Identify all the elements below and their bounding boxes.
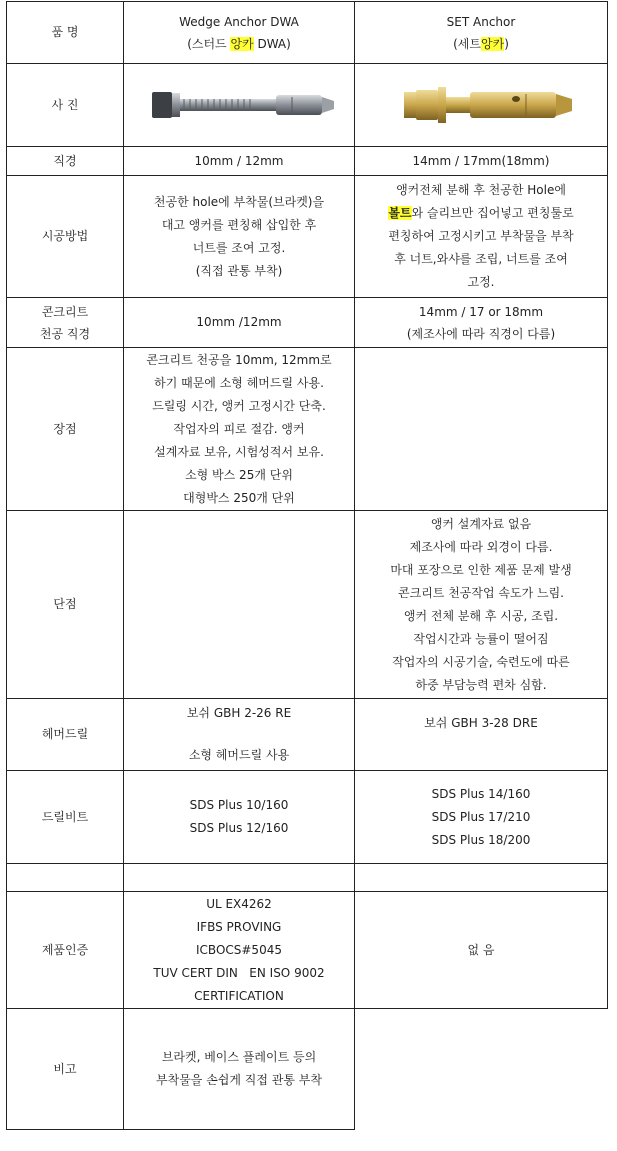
text-line: 대형박스 250개 단위 <box>183 490 295 505</box>
note-label: 비고 <box>53 1061 77 1076</box>
hole-label-line: 천공 직경 <box>39 326 91 341</box>
text-line: 마대 포장으로 인한 제품 문제 발생 <box>390 562 572 577</box>
text-line: 앵커 전체 분해 후 시공, 조립. <box>403 608 559 623</box>
text-line: IFBS PROVING <box>196 919 282 934</box>
wedge-method-cell <box>124 176 354 297</box>
set-cons-cell <box>355 511 607 698</box>
wedge-cert-cell <box>124 892 354 1008</box>
text-line: 제조사에 따라 외경이 다름. <box>409 539 553 554</box>
wedge-header-cell <box>124 2 354 63</box>
text-line: 고정. <box>467 275 495 289</box>
text-line: 너트를 조여 고정. <box>192 240 286 255</box>
text-line: UL EX4262 <box>206 896 272 911</box>
text-line: ICBOCS#5045 <box>196 942 282 957</box>
cert-label-cell <box>7 892 123 1008</box>
bit-label-cell <box>7 771 123 863</box>
bolt-highlight: 볼트 <box>388 206 412 220</box>
header-label-cell <box>7 2 123 63</box>
text-line: 콘크리트 천공작업 속도가 느림. <box>398 585 564 600</box>
pros-label: 장점 <box>53 421 77 436</box>
wedge-hammer-cell <box>124 699 354 770</box>
text-line: 앵커 설계자료 없음 <box>430 516 532 531</box>
text-line: 하중 부담능력 편차 심함. <box>415 677 547 692</box>
text-line: 부착물을 손쉽게 직접 관통 부착 <box>156 1073 322 1087</box>
set-hammer-model: 보쉬 GBH 3-28 DRE <box>424 716 538 730</box>
text-line: 후 너트,와샤를 조립, 너트를 조여 <box>394 252 568 266</box>
text-line: 14mm / 17 or 18mm <box>418 304 544 319</box>
text-line: 볼트와 슬리브만 집어넣고 편칭툴로 <box>388 206 574 220</box>
text-line: 작업자의 피로 절감. 앵커 <box>173 421 305 436</box>
cons-label: 단점 <box>53 597 77 611</box>
text-line: 작업자의 시공기술, 숙련도에 따른 <box>392 654 570 669</box>
set-header-cell <box>355 2 607 63</box>
text-line: (제조사에 따라 직경이 다름) <box>406 326 556 341</box>
set-subtitle: (세트앙카) <box>453 36 509 51</box>
text-line: 작업시간과 능률이 떨어짐 <box>413 631 549 646</box>
text-line: SDS Plus 10/160 <box>189 798 289 812</box>
pros-label-cell <box>7 348 123 510</box>
cert-label: 제품인증 <box>41 942 89 957</box>
set-diameter: 14mm / 17mm(18mm) <box>412 153 550 168</box>
text-line: SDS Plus 14/160 <box>431 786 531 801</box>
diameter-label-cell <box>7 147 123 175</box>
wedge-cons-cell <box>124 511 354 698</box>
wedge-bit-cell <box>124 771 354 863</box>
text-line: 설계자료 보유, 시험성적서 보유. <box>154 444 324 459</box>
text-line: 대고 앵커를 편칭해 삽입한 후 <box>161 217 317 232</box>
text-line: SDS Plus 18/200 <box>431 832 531 847</box>
wedge-hole: 10mm /12mm <box>196 315 282 329</box>
text-line: 편칭하여 고정시키고 부착물을 부착 <box>388 229 574 243</box>
text-line: 브라켓, 베이스 플레이트 등의 <box>161 1050 317 1064</box>
text-line: 드릴링 시간, 앵커 고정시간 단축. <box>152 398 326 413</box>
wedge-diameter-cell <box>124 147 354 175</box>
wedge-diameter: 10mm / 12mm <box>194 153 284 168</box>
wedge-pros-cell <box>124 348 354 510</box>
hammer-label: 헤머드릴 <box>41 727 89 741</box>
text-line: SDS Plus 12/160 <box>189 821 289 835</box>
hole-label-cell <box>7 298 123 347</box>
set-cert: 없 음 <box>467 942 495 957</box>
photo-label-cell <box>7 64 123 146</box>
set-title: SET Anchor <box>446 14 516 29</box>
text-line: 하기 때문에 소형 헤머드릴 사용. <box>154 375 324 390</box>
bit-label: 드릴비트 <box>41 809 89 824</box>
set-photo-cell <box>355 64 607 146</box>
wedge-anchor-photo-icon <box>134 75 344 135</box>
photo-label: 사 진 <box>51 97 79 112</box>
set-method-cell <box>355 176 607 297</box>
wedge-hole-cell <box>124 298 354 347</box>
set-diameter-cell <box>355 147 607 175</box>
method-label-cell <box>7 176 123 297</box>
text-line: 소형 박스 25개 단위 <box>185 467 293 482</box>
set-anchor-photo-icon <box>376 70 586 140</box>
empty-row <box>7 864 607 891</box>
text-line: TUV CERT DIN EN ISO 9002 <box>153 965 325 980</box>
text-line: 앵커전체 분해 후 천공한 Hole에 <box>396 183 566 197</box>
text-line: 콘크리트 천공을 10mm, 12mm로 <box>146 352 332 367</box>
cons-label-cell <box>7 511 123 698</box>
wedge-hammer-note: 소형 헤머드릴 사용 <box>188 748 290 762</box>
header-label: 품 명 <box>51 25 79 39</box>
wedge-photo-cell <box>124 64 354 146</box>
set-bit-cell <box>355 771 607 863</box>
wedge-subtitle: (스터드 앙카 DWA) <box>187 36 291 51</box>
set-hammer-cell <box>355 699 607 770</box>
set-pros-cell <box>355 348 607 510</box>
hole-label-line: 콘크리트 <box>41 304 89 319</box>
text-line: (직접 관통 부착) <box>195 263 283 278</box>
text-line: CERTIFICATION <box>194 988 284 1003</box>
method-label: 시공방법 <box>41 229 89 243</box>
text-line: SDS Plus 17/210 <box>431 809 531 824</box>
set-cert-cell <box>355 892 607 1008</box>
wedge-title: Wedge Anchor DWA <box>179 14 299 29</box>
diameter-label: 직경 <box>53 153 77 168</box>
set-hole-cell <box>355 298 607 347</box>
hammer-label-cell <box>7 699 123 770</box>
text-line: 천공한 hole에 부착물(브라켓)을 <box>153 194 325 209</box>
note-label-cell <box>7 1009 123 1129</box>
wedge-note-cell <box>124 1009 354 1129</box>
wedge-hammer-model: 보쉬 GBH 2-26 RE <box>186 706 292 720</box>
